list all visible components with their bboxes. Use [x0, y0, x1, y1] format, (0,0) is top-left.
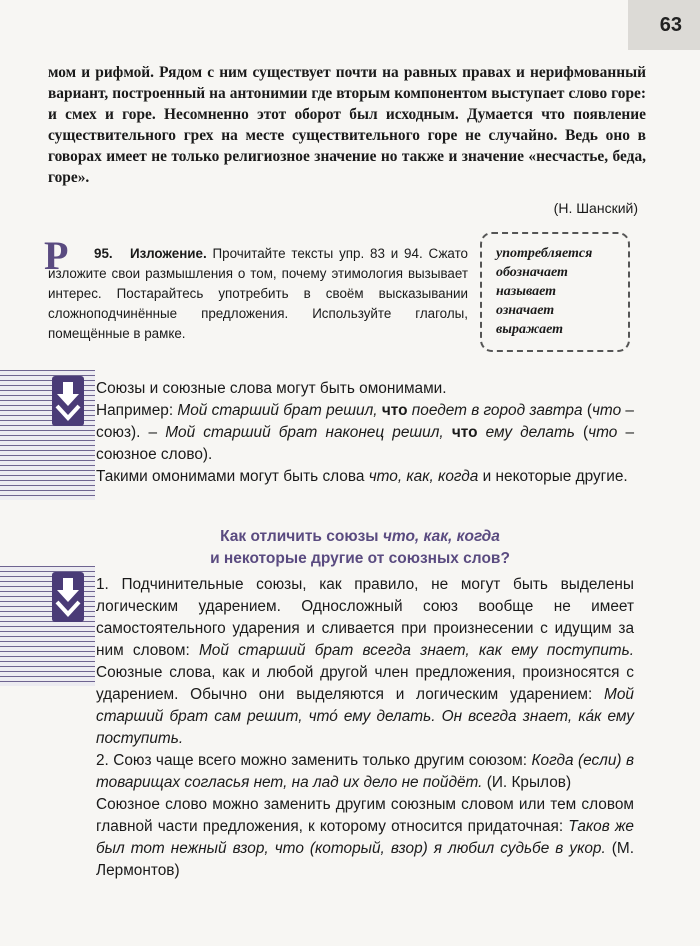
- text-run: ему делать: [477, 424, 575, 441]
- frame-word: употребляется: [496, 246, 593, 261]
- text-run: Мой старший брат сам решит, что́ ему делать. Он всегда знает, ка́к ему поступить.: [96, 686, 634, 747]
- intro-paragraph: [48, 62, 646, 188]
- text-run: горе: и смех и горе: [48, 85, 646, 123]
- text-run: и некоторые другие от союзных слов?: [210, 550, 510, 567]
- text-run: грех: [183, 127, 214, 144]
- text-run: Мой старший брат решил,: [177, 402, 382, 419]
- text-run: (И. Крылов): [482, 774, 572, 791]
- text-run: 1. Подчинительные союзы, как правило, не могут быть выделены логическим ударением. Односложный союз вообще не имеет самостоятельного ударения и сливается при произнесении с идущим за ним словом:: [96, 576, 634, 659]
- rule-arrow-icon: [52, 376, 84, 426]
- rule1-paragraph: [96, 400, 634, 466]
- rule1-paragraph: [96, 466, 634, 488]
- verb-frame: [480, 232, 630, 352]
- exercise-text: [48, 244, 468, 344]
- text-run: мом и рифмой. Рядом с ним существует почти на равных правах и нерифмованный вариант, построенный на антонимии где вторым компонентом выступает слово: [48, 64, 646, 102]
- text-run: (: [574, 424, 589, 441]
- heading-line: [100, 548, 620, 570]
- exercise-badge: Р: [44, 233, 69, 278]
- exercise-body: Прочитайте тексты упр. 83 и 94. Сжато изложите свои размышления о том, почему этимология вызывает интерес. Постарайтесь употребить в своём высказывании сложноподчинённые предложения. Используйте глаголы, помещённые в рамке.: [48, 246, 468, 341]
- rule1-text: [96, 378, 634, 488]
- frame-word: означает: [496, 303, 555, 318]
- text-run: Союзное слово можно заменить другим союзным словом или тем словом главной части предложения, к которому относится придаточная:: [96, 796, 634, 835]
- text-run: что: [591, 402, 622, 419]
- text-run: (: [582, 402, 592, 419]
- page-number: 63: [659, 14, 682, 36]
- frame-word: обозначает: [496, 265, 568, 280]
- text-run: Союзные слова, как и любой другой член предложения, произносятся с ударением. Обычно они выделяются и логическим ударением:: [96, 664, 634, 703]
- text-run: Таков же был тот нежный взор, что (который, взор) я любил судьбе в укор.: [96, 818, 634, 857]
- rule2-paragraph: [96, 574, 634, 750]
- text-run: 2. Союз чаще всего можно заменить только другим союзом:: [96, 752, 532, 769]
- text-run: Мой старший брат всегда знает, как ему поступить.: [198, 642, 634, 659]
- rule2-paragraph: [96, 750, 634, 794]
- frame-word: выражает: [496, 322, 564, 337]
- text-run: что, как, когда: [368, 468, 479, 485]
- rule2-paragraph: [96, 794, 634, 882]
- text-run: Такими омонимами могут быть слова: [96, 468, 369, 485]
- text-run: что: [381, 402, 408, 419]
- text-run: – союзное слово).: [96, 424, 635, 463]
- intro-signature: (Н. Шанский): [553, 200, 638, 216]
- rule2-text: [96, 574, 634, 882]
- text-run: Мой старший брат наконец решил,: [165, 424, 452, 441]
- frame-word: называет: [496, 284, 557, 299]
- heading-line: [100, 526, 620, 548]
- text-run: и некоторые другие.: [478, 468, 628, 485]
- text-run: на месте существительного: [213, 127, 428, 144]
- text-run: что: [451, 424, 478, 441]
- intro-text: [48, 62, 646, 188]
- exercise-title: Изложение.: [130, 246, 207, 261]
- text-run: поедет в город завтра: [407, 402, 583, 419]
- text-run: не случайно. Ведь оно в говорах имеет не только религиозное значение но также и значение «несчастье, беда, горе».: [48, 127, 646, 186]
- rule-arrow-icon: [52, 572, 84, 622]
- text-run: – союз). –: [96, 402, 634, 441]
- text-run: что: [588, 424, 618, 441]
- text-run: Когда (если) в товарищах согласья нет, на лад их дело не пойдёт.: [96, 752, 634, 791]
- text-run: Например:: [96, 402, 178, 419]
- section-heading: [100, 526, 620, 570]
- text-run: горе: [427, 127, 458, 144]
- text-run: (М. Лермонтов): [96, 840, 634, 879]
- text-run: Как отличить союзы: [220, 528, 383, 545]
- text-run: что, как, когда: [382, 528, 500, 545]
- text-run: . Несомненно этот оборот был исходным. Думается что появление существительного: [48, 106, 646, 144]
- exercise-number: 95.: [94, 246, 113, 261]
- rule1-paragraph: [96, 378, 634, 400]
- text-run: Союзы и союзные слова могут быть омонимами.: [96, 380, 447, 397]
- verb-frame-list: [482, 234, 628, 339]
